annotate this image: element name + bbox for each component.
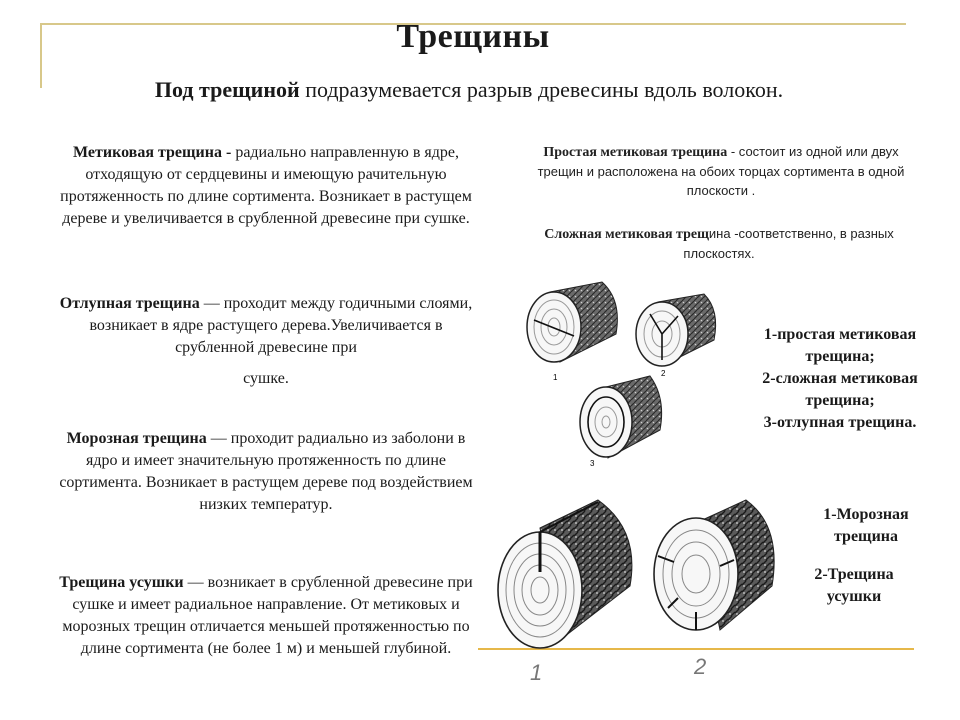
text-otlup: — проходит между годичными слоями, возникает в ядре растущего дерева.Увеличивается в срубленной древесине при	[89, 295, 473, 356]
log-complex-metik	[636, 294, 716, 366]
legend2-line2: трещина	[834, 528, 898, 545]
legend1-line5: 3-отлупная трещина.	[763, 414, 917, 431]
slide-title: Трещины	[396, 18, 550, 55]
legend1-line4: трещина;	[805, 392, 875, 409]
legend-small-logs	[740, 324, 940, 434]
paragraph-metik	[50, 142, 482, 230]
term-metik: Метиковая трещина -	[73, 144, 232, 161]
log-otlup	[580, 376, 662, 458]
paragraph-complex-metik	[536, 224, 902, 263]
small-label-2: 2	[661, 369, 666, 378]
term-usushka: Трещина усушки	[59, 574, 184, 591]
legend-moroz	[796, 504, 936, 548]
paragraph-usushka	[50, 572, 482, 660]
term-moroz: Морозная трещина	[66, 430, 207, 447]
paragraph-moroz	[50, 428, 482, 516]
text-simple-metik: - состоит из одной или двух трещин и расположена на обоих торцах сортимента в одной плоскости .	[537, 144, 905, 198]
legend1-line2: трещина;	[805, 348, 875, 365]
text-usushka: — возникает в срубленной древесине при сушке и имеет радиальное направление. От метиковых и морозных трещин отличается меньшей протяженностью по длине сортимента (не более 1 м) и меньшей глубиной.	[62, 574, 473, 657]
large-label-1: 1	[530, 660, 543, 685]
small-logs-figure	[520, 280, 740, 470]
slide-subtitle	[0, 77, 938, 103]
log-moroz	[498, 500, 632, 648]
log-simple-metik	[527, 282, 617, 362]
large-logs-figure	[490, 490, 790, 690]
large-label-2: 2	[694, 654, 707, 679]
legend-usushka	[784, 564, 924, 608]
legend2-line1: 1-Морозная	[823, 506, 909, 523]
term-complex-metik: Сложная метиковая трещ	[544, 227, 709, 242]
text-otlup-tail: сушке.	[243, 370, 289, 387]
legend2-line3: 2-Трещина	[814, 566, 894, 583]
legend2-line4: усушки	[826, 588, 882, 605]
term-simple-metik: Простая метиковая трещина	[543, 145, 728, 160]
subtitle-term: Под трещиной	[154, 77, 300, 102]
legend1-line1: 1-простая метиковая	[763, 326, 917, 343]
text-metik: радиально направленную в ядре, отходящую от сердцевины и имеющую рачительную протяженность по длине сортимента. Возникает в растущем дереве и увеличивается в срубленной древесине при сушке.	[60, 144, 472, 227]
legend1-line3: 2-сложная метиковая	[762, 370, 918, 387]
term-otlup: Отлупная трещина	[59, 295, 200, 312]
subtitle-text: подразумевается разрыв древесины вдоль волокон.	[299, 77, 784, 102]
paragraph-simple-metik	[528, 142, 914, 200]
small-label-1: 1	[553, 373, 558, 382]
text-complex-metik: ина -соответственно, в разных плоскостях.	[683, 226, 894, 261]
text-moroz: — проходит радиально из заболони в ядро и имеет значительную протяженность по длине сортимента. Возникает в растущем дереве под воздействием низких температур.	[59, 430, 473, 513]
log-usushka	[654, 500, 774, 630]
paragraph-otlup	[50, 293, 482, 390]
small-label-3: 3	[590, 459, 595, 468]
